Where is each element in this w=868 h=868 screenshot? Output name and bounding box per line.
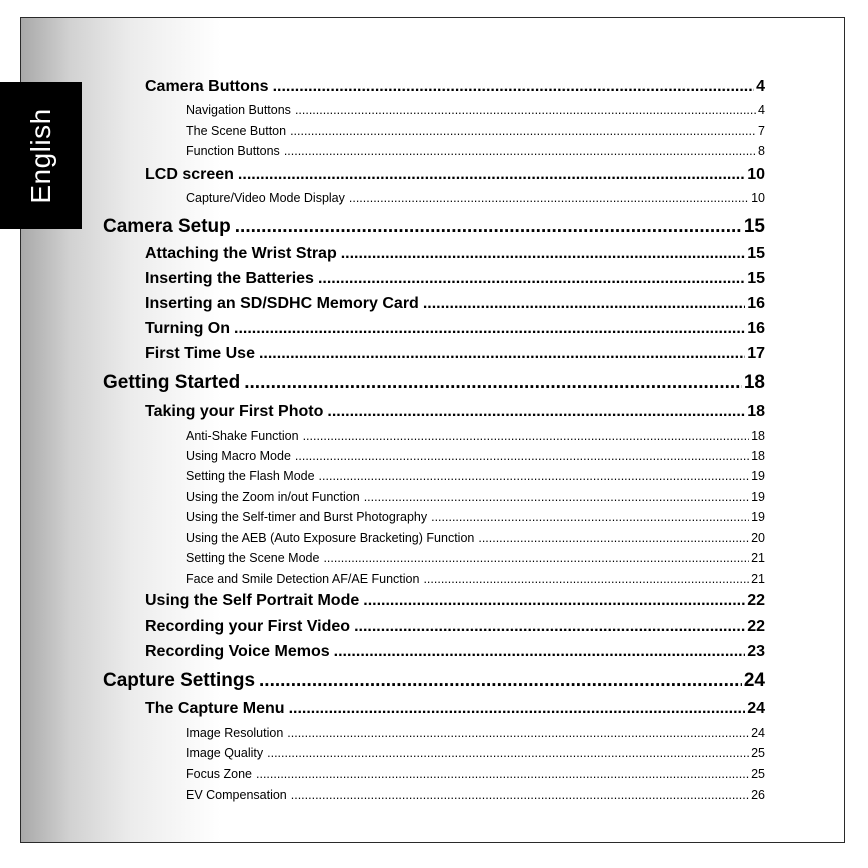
toc-entry-page-number: 24	[747, 700, 765, 717]
dot-leader	[287, 726, 749, 740]
toc-entry-title: LCD screen	[145, 166, 234, 183]
toc-entry-title: Getting Started	[103, 372, 241, 393]
toc-entry-level-3[interactable]	[186, 103, 765, 117]
toc-entry-title: Navigation Buttons	[186, 103, 291, 117]
language-tab	[0, 82, 82, 229]
toc-entry-page-number: 26	[751, 788, 765, 802]
toc-entry-title: Focus Zone	[186, 767, 253, 781]
toc-entry-level-3[interactable]	[186, 449, 765, 463]
toc-entry-page-number: 19	[751, 490, 765, 504]
toc-entry-level-3[interactable]	[186, 191, 765, 205]
dot-leader	[259, 345, 745, 363]
toc-entry-page-number: 17	[747, 345, 765, 362]
dot-leader	[284, 144, 756, 158]
toc-entry-page-number: 15	[747, 270, 765, 287]
toc-entry-page-number: 18	[747, 403, 765, 420]
dot-leader	[234, 320, 745, 338]
toc-entry-title: Using the Self-timer and Burst Photography	[186, 510, 428, 524]
toc-entry-title: Anti-Shake Function	[186, 429, 299, 443]
toc-entry-level-2[interactable]	[145, 78, 765, 96]
dot-leader	[267, 746, 749, 760]
toc-entry-level-3[interactable]	[186, 469, 765, 483]
toc-entry-level-1[interactable]	[103, 372, 765, 394]
toc-entry-page-number: 23	[747, 643, 765, 660]
dot-leader	[349, 191, 749, 205]
toc-entry-title: Using Macro Mode	[186, 449, 291, 463]
dot-leader	[327, 403, 745, 421]
toc-entry-title: First Time Use	[145, 345, 255, 362]
dot-leader	[290, 124, 756, 138]
dot-leader	[235, 216, 742, 238]
dot-leader	[364, 490, 749, 504]
toc-entry-level-2[interactable]	[145, 643, 765, 661]
toc-entry-title: Using the Self Portrait Mode	[145, 592, 360, 609]
dot-leader	[354, 618, 745, 636]
toc-entry-page-number: 18	[751, 429, 765, 443]
toc-entry-page-number: 25	[751, 746, 765, 760]
toc-entry-level-3[interactable]	[186, 767, 765, 781]
dot-leader	[431, 510, 749, 524]
toc-entry-title: Capture/Video Mode Display	[186, 191, 345, 205]
toc-entry-level-1[interactable]	[103, 670, 765, 692]
toc-entry-page-number: 25	[751, 767, 765, 781]
toc-entry-level-3[interactable]	[186, 726, 765, 740]
dot-leader	[291, 788, 749, 802]
toc-entry-page-number: 24	[751, 726, 765, 740]
toc-entry-level-2[interactable]	[145, 403, 765, 421]
toc-entry-level-3[interactable]	[186, 124, 765, 138]
dot-leader	[238, 166, 745, 184]
toc-entry-page-number: 15	[743, 216, 765, 237]
dot-leader	[295, 449, 749, 463]
toc-entry-level-3[interactable]	[186, 429, 765, 443]
toc-entry-title: Attaching the Wrist Strap	[145, 245, 337, 262]
toc-entry-title: Setting the Flash Mode	[186, 469, 315, 483]
toc-entry-level-3[interactable]	[186, 531, 765, 545]
toc-entry-title: Capture Settings	[103, 670, 256, 691]
toc-entry-level-2[interactable]	[145, 166, 765, 184]
dot-leader	[303, 429, 750, 443]
toc-entry-page-number: 18	[751, 449, 765, 463]
toc-entry-page-number: 10	[747, 166, 765, 183]
toc-entry-title: Inserting the Batteries	[145, 270, 314, 287]
toc-entry-level-3[interactable]	[186, 490, 765, 504]
toc-entry-title: Camera Buttons	[145, 78, 269, 95]
toc-entry-page-number: 18	[743, 372, 765, 393]
toc-entry-title: Setting the Scene Mode	[186, 551, 320, 565]
dot-leader	[334, 643, 746, 661]
toc-entry-title: Turning On	[145, 320, 231, 337]
toc-entry-title: Using the Zoom in/out Function	[186, 490, 360, 504]
toc-entry-title: Face and Smile Detection AF/AE Function	[186, 572, 420, 586]
toc-entry-page-number: 19	[751, 469, 765, 483]
toc-entry-level-2[interactable]	[145, 592, 765, 610]
toc-entry-level-3[interactable]	[186, 551, 765, 565]
toc-entry-title: Inserting an SD/SDHC Memory Card	[145, 295, 419, 312]
toc-entry-level-2[interactable]	[145, 320, 765, 338]
toc-entry-page-number: 21	[751, 572, 765, 586]
toc-entry-page-number: 22	[747, 618, 765, 635]
toc-entry-title: The Capture Menu	[145, 700, 285, 717]
toc-entry-level-2[interactable]	[145, 295, 765, 313]
language-tab-label: English	[25, 107, 56, 204]
toc-entry-level-3[interactable]	[186, 746, 765, 760]
toc-entry-level-1[interactable]	[103, 216, 765, 238]
dot-leader	[256, 767, 749, 781]
dot-leader	[423, 572, 749, 586]
toc-entry-title: Image Resolution	[186, 726, 284, 740]
dot-leader	[363, 592, 745, 610]
toc-entry-page-number: 16	[747, 320, 765, 337]
toc-entry-title: Function Buttons	[186, 144, 280, 158]
toc-entry-title: Camera Setup	[103, 216, 231, 237]
toc-entry-level-3[interactable]	[186, 144, 765, 158]
toc-entry-level-2[interactable]	[145, 270, 765, 288]
toc-entry-title: Using the AEB (Auto Exposure Bracketing) Function	[186, 531, 475, 545]
toc-entry-level-2[interactable]	[145, 345, 765, 363]
toc-entry-page-number: 10	[751, 191, 765, 205]
toc-entry-title: Taking your First Photo	[145, 403, 324, 420]
dot-leader	[323, 551, 749, 565]
toc-entry-level-2[interactable]	[145, 700, 765, 718]
toc-entry-title: Recording Voice Memos	[145, 643, 330, 660]
dot-leader	[319, 469, 750, 483]
toc-entry-level-3[interactable]	[186, 788, 765, 802]
toc-entry-title: Image Quality	[186, 746, 264, 760]
toc-entry-title: The Scene Button	[186, 124, 287, 138]
toc-entry-page-number: 20	[751, 531, 765, 545]
toc-entry-page-number: 22	[747, 592, 765, 609]
toc-entry-page-number: 15	[747, 245, 765, 262]
toc-entry-page-number: 7	[758, 124, 765, 138]
toc-entry-title: Recording your First Video	[145, 618, 351, 635]
toc-entry-level-2[interactable]	[145, 245, 765, 263]
toc-entry-page-number: 24	[743, 670, 765, 691]
toc-entry-title: EV Compensation	[186, 788, 287, 802]
toc-entry-page-number: 16	[747, 295, 765, 312]
toc-entry-page-number: 21	[751, 551, 765, 565]
toc-entry-page-number: 4	[756, 78, 765, 95]
toc-entry-level-3[interactable]	[186, 572, 765, 586]
dot-leader	[289, 700, 746, 718]
dot-leader	[295, 103, 756, 117]
dot-leader	[478, 531, 749, 545]
dot-leader	[259, 670, 742, 692]
dot-leader	[273, 78, 755, 96]
dot-leader	[244, 372, 742, 394]
dot-leader	[423, 295, 745, 313]
toc-entry-page-number: 8	[758, 144, 765, 158]
dot-leader	[318, 270, 745, 288]
toc-entry-level-2[interactable]	[145, 618, 765, 636]
toc-entry-level-3[interactable]	[186, 510, 765, 524]
dot-leader	[341, 245, 745, 263]
toc-entry-page-number: 4	[758, 103, 765, 117]
toc-entry-page-number: 19	[751, 510, 765, 524]
